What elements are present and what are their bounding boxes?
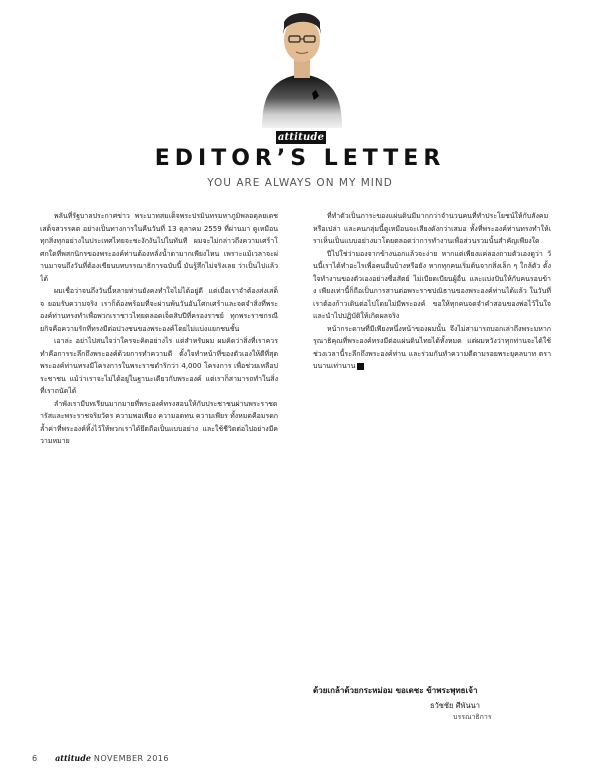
editor-role: บรรณาธิการ xyxy=(453,713,492,721)
editor-name: ธวัชชัย ศีพันนา xyxy=(430,701,480,710)
masthead-brand-tag: attitude xyxy=(277,132,325,143)
article-paragraph xyxy=(313,323,551,373)
article-paragraph: ผมเชื่อว่าจนถึงวันนี้หลายท่านยังคงทำใจไม่ได้อยู่ดี แต่เมื่อเราจำต้องส่งเสด็จ ยอมรับความจริง เราก็ต้องพร้อมที่จะผ่านพ้นวันอันโศกเศร้าและจดจำสิ่งที่พระองค์ท่านทรงทำเพื่อพวกเราชาวไทยตลอดเจ็ดสิบปีที่ครองราชย์ ทุกพระราชกรณียกิจคือความรักที่ทรงมีต่อปวงชนของพระองค์โดยไม่แบ่งแยกชนชั้น xyxy=(40,287,278,333)
page-title: EDITOR’S LETTER xyxy=(154,146,446,171)
editor-portrait xyxy=(256,0,348,128)
article-paragraph: ปีไปใช่ว่ามองจากข้างนอกแล้วจะง่าย หากแต่เพียงแค่ลองถามตัวเองดูว่า วันนี้เราได้ทำอะไรเพื่อคนอื่นบ้างหรือยัง หากทุกคนเริ่มต้นจากสิ่งเล็ก ๆ ใกล้ตัว ตั้งใจทำงานของตัวเองอย่างซื่อสัตย์ ไม่เบียดเบียนผู้อื่น และแบ่งปันให้กับคนรอบข้าง เพียงเท่านี้ก็ถือเป็นการสานต่อพระราชปณิธานของพระองค์ท่านได้แล้ว ในวันที่เราต้องก้าวเดินต่อไปโดยไม่มีพระองค์ ขอให้ทุกคนจดจำคำสอนของพ่อไว้ในใจ และนำไปปฏิบัติให้เกิดผลจริง xyxy=(313,249,551,320)
article-column-left xyxy=(40,210,278,736)
article-paragraph: พลันที่รัฐบาลประกาศข่าว พระบาทสมเด็จพระปรมินทรมหาภูมิพลอดุลยเดช เสด็จสวรรคต อย่างเป็นทางการในคืนวันที่ 13 ตุลาคม 2559 ที่ผ่านมา ดูเหมือนทุกสิ่งทุกอย่างในประเทศไทยจะชะงักงันไปในทันที ผมจะไม่กล่าวถึงความเศร้าโศกใดที่พสกนิกรของพระองค์ท่านต้องหลั่งน้ำตามากเพียงไหน เพราะแม้เวลาจะผ่านมาจนถึงวันที่ต้องเขียนบทบรรณาธิการฉบับนี้ มันรู้สึกไม่จริงเลย ว่าเป็นไปแล้วได้ xyxy=(40,212,278,283)
footer-brand: attitude xyxy=(55,753,91,763)
article-paragraph: เอาล่ะ อย่าไปสนใจว่าใครจะคิดอย่างไร แต่สำหรับผม ผมคิดว่าสิ่งที่เราควรทำคือการระลึกถึงพระองค์ด้วยการทำความดี ตั้งใจทำหน้าที่ของตัวเองให้ดีที่สุด พระองค์ท่านทรงมีโครงการในพระราชดำริกว่า 4,000 โครงการ เพื่อช่วยเหลือประชาชน แม้ว่าเราจะไม่ได้อยู่ในฐานะเดียวกับพระองค์ แต่เราก็สามารถทำในสิ่งที่เราถนัดได้ xyxy=(40,337,278,395)
article-paragraph: ที่ทำตัวเป็นภาระของแผ่นดินมีมากกว่าจำนวนคนที่ทำประโยชน์ให้กับสังคมหรือเปล่า และคนกลุ่มนี้ดูเหมือนจะเสียงดังกว่าเสมอ ทั้งที่พระองค์ท่านทรงทำให้เราเห็นเป็นแบบอย่างมาโดยตลอดว่าการทำงานเพื่อส่วนรวมนั้นสำคัญเพียงใด xyxy=(313,212,551,245)
footer-issue: NOVEMBER 2016 xyxy=(93,754,169,763)
editor-portrait-image xyxy=(256,0,348,128)
article-paragraph-text: หน้ากระดาษที่มีเพียงหนึ่งหน้าของผมนั้น จึงไม่สามารถบอกเล่าถึงพระมหากรุณาธิคุณที่พระองค์ทรงมีต่อแผ่นดินไทยได้ทั้งหมด แต่ผมหวังว่าทุกท่านจะได้ใช้ช่วงเวลานี้ระลึกถึงพระองค์ท่าน และร่วมกันทำความดีตามรอยพระยุคลบาท ตราบนานเท่านาน xyxy=(313,324,551,370)
page-footer xyxy=(32,752,169,764)
end-mark-icon xyxy=(357,363,364,370)
article-paragraph: ลำพังเรามีบทเรียนมากมายที่พระองค์ทรงสอนให้กับประชาชนผ่านพระราชดำรัสและพระราชจริยวัตร ความพอเพียง ความอดทน ความเพียร ทั้งหมดคือมรดกล้ำค่าที่พระองค์ทิ้งไว้ให้พวกเราได้ยึดถือเป็นแบบอย่าง และใช้ชีวิตต่อไปอย่างมีความหมาย xyxy=(40,399,278,445)
signature-closing: ด้วยเกล้าด้วยกระหม่อม ขอเดชะ ข้าพระพุทธเจ้า xyxy=(313,686,478,695)
article-column-right xyxy=(313,210,551,680)
page-number: 6 xyxy=(32,754,38,763)
page-subtitle: YOU ARE ALWAYS ON MY MIND xyxy=(207,177,393,189)
